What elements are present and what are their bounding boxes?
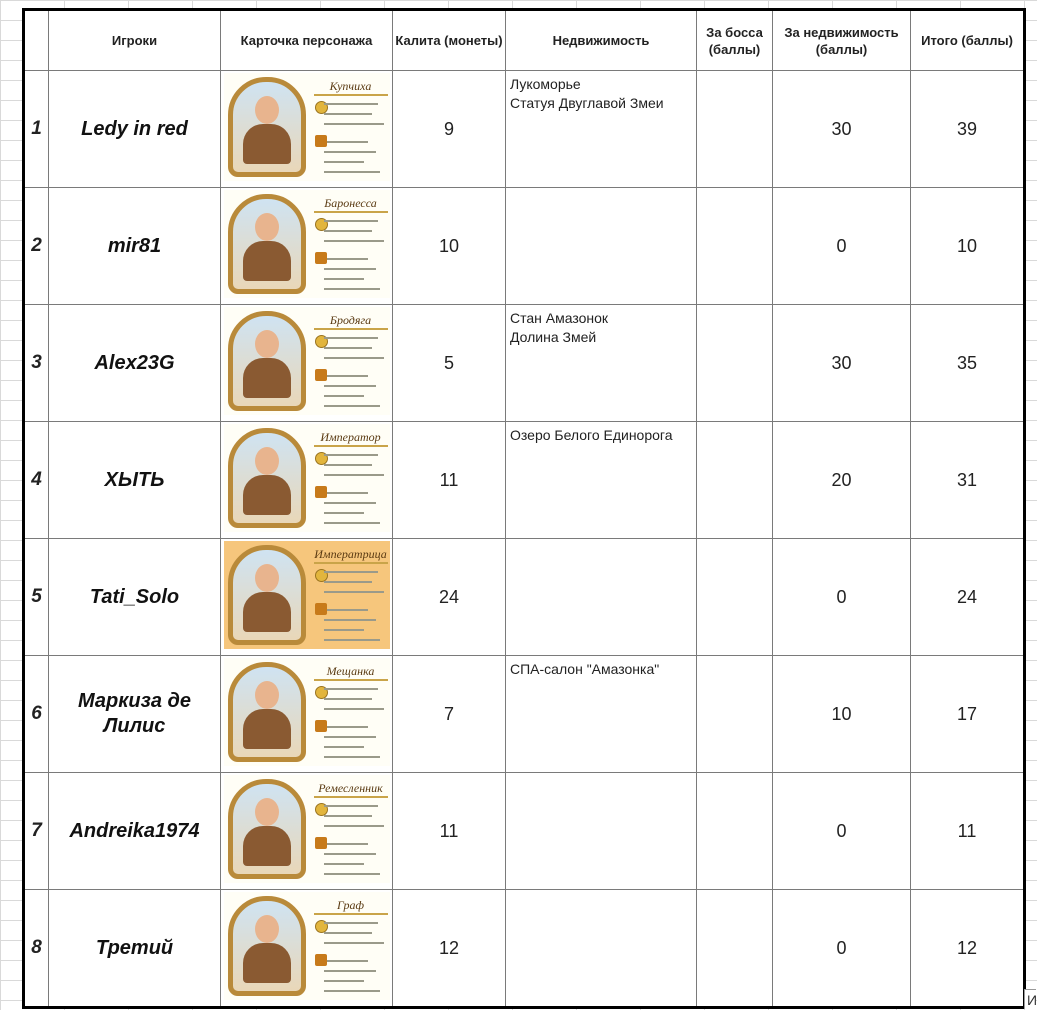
estate-points-cell[interactable]: 30 xyxy=(773,305,911,422)
boss-points-cell[interactable] xyxy=(697,656,773,773)
coins-cell[interactable]: 11 xyxy=(393,422,506,539)
dice-icon xyxy=(315,252,327,264)
estate-item: Статуя Двуглавой Змеи xyxy=(510,95,664,111)
coins-cell[interactable]: 7 xyxy=(393,656,506,773)
card-text-line xyxy=(324,258,368,260)
dice-icon xyxy=(315,720,327,732)
portrait-body xyxy=(243,826,291,866)
estate-points-cell[interactable]: 10 xyxy=(773,656,911,773)
total-cell[interactable]: 39 xyxy=(911,71,1025,188)
estate-cell[interactable] xyxy=(506,422,697,539)
row-number[interactable]: 2 xyxy=(24,188,49,305)
table-row xyxy=(24,71,1025,188)
card-text-line xyxy=(324,474,384,476)
row-number[interactable]: 5 xyxy=(24,539,49,656)
header-total[interactable]: Итого (баллы) xyxy=(911,10,1025,71)
cut-off-cell[interactable]: И xyxy=(1024,989,1036,1009)
portrait-face xyxy=(255,330,279,358)
character-card-image xyxy=(224,658,390,766)
card-text-line xyxy=(324,571,378,573)
estate-points-cell[interactable]: 20 xyxy=(773,422,911,539)
estate-item: Долина Змей xyxy=(510,329,597,345)
table-row xyxy=(24,422,1025,539)
player-name[interactable]: Alex23G xyxy=(49,305,221,422)
row-number[interactable]: 7 xyxy=(24,773,49,890)
portrait-body xyxy=(243,358,291,398)
portrait-face xyxy=(255,447,279,475)
header-num[interactable] xyxy=(24,10,49,71)
estate-item: Стан Амазонок xyxy=(510,310,609,326)
portrait-face xyxy=(255,96,279,124)
portrait-frame xyxy=(228,428,306,528)
card-text-line xyxy=(324,141,368,143)
portrait-body xyxy=(243,592,291,632)
card-title: Императрица xyxy=(314,547,388,564)
total-cell[interactable]: 31 xyxy=(911,422,1025,539)
card-text-line xyxy=(324,863,364,865)
card-text-line xyxy=(324,609,368,611)
character-card-cell[interactable] xyxy=(221,890,393,1008)
header-estate[interactable]: Недвижимость xyxy=(506,10,697,71)
total-cell[interactable]: 11 xyxy=(911,773,1025,890)
portrait-body xyxy=(243,124,291,164)
card-title: Граф xyxy=(314,898,388,915)
player-name[interactable]: ХЫТЬ xyxy=(49,422,221,539)
card-text-line xyxy=(324,171,380,173)
estate-item: Лукоморье xyxy=(510,76,581,92)
character-card-image xyxy=(224,892,390,1000)
card-text-line xyxy=(324,385,376,387)
portrait-frame xyxy=(228,545,306,645)
player-name[interactable]: Третий xyxy=(49,890,221,1008)
table-row xyxy=(24,773,1025,890)
card-text-line xyxy=(324,708,384,710)
card-text-line xyxy=(324,843,368,845)
estate-points-cell[interactable]: 0 xyxy=(773,188,911,305)
card-text-line xyxy=(324,805,378,807)
portrait-frame xyxy=(228,311,306,411)
estate-cell[interactable] xyxy=(506,656,697,773)
header-row xyxy=(24,10,1025,71)
player-name[interactable]: mir81 xyxy=(49,188,221,305)
card-text-line xyxy=(324,980,364,982)
estate-cell[interactable] xyxy=(506,890,697,1008)
card-text-line xyxy=(324,161,364,163)
portrait-face xyxy=(255,213,279,241)
character-card-image xyxy=(224,775,390,883)
boss-points-cell[interactable] xyxy=(697,422,773,539)
card-text-line xyxy=(324,240,384,242)
dice-icon xyxy=(315,603,327,615)
character-card-image xyxy=(224,541,390,649)
card-text-line xyxy=(324,970,376,972)
table-row xyxy=(24,188,1025,305)
card-text-line xyxy=(324,619,376,621)
boss-points-cell[interactable] xyxy=(697,890,773,1008)
row-number[interactable]: 4 xyxy=(24,422,49,539)
dice-icon xyxy=(315,954,327,966)
card-text-line xyxy=(324,113,372,115)
card-text-line xyxy=(324,220,378,222)
estate-item: СПА-салон "Амазонка" xyxy=(510,661,660,677)
estate-cell[interactable] xyxy=(506,773,697,890)
card-text-line xyxy=(324,512,364,514)
portrait-face xyxy=(255,798,279,826)
card-text-line xyxy=(324,395,364,397)
card-title: Баронесса xyxy=(314,196,388,213)
card-text-line xyxy=(324,502,376,504)
player-name[interactable]: Маркиза де Лилис xyxy=(49,656,221,773)
row-number[interactable]: 6 xyxy=(24,656,49,773)
total-cell[interactable]: 10 xyxy=(911,188,1025,305)
coins-cell[interactable]: 11 xyxy=(393,773,506,890)
card-title: Мещанка xyxy=(314,664,388,681)
boss-points-cell[interactable] xyxy=(697,188,773,305)
total-cell[interactable]: 12 xyxy=(911,890,1025,1008)
card-text-line xyxy=(324,123,384,125)
character-card-image xyxy=(224,307,390,415)
card-text-line xyxy=(324,347,372,349)
portrait-body xyxy=(243,943,291,983)
total-cell[interactable]: 24 xyxy=(911,539,1025,656)
card-text-line xyxy=(324,639,380,641)
table-row xyxy=(24,656,1025,773)
portrait-frame xyxy=(228,662,306,762)
card-text-line xyxy=(324,922,378,924)
header-players[interactable]: Игроки xyxy=(49,10,221,71)
boss-points-cell[interactable] xyxy=(697,539,773,656)
card-text-line xyxy=(324,726,368,728)
character-card-cell[interactable] xyxy=(221,422,393,539)
card-text-line xyxy=(324,454,378,456)
card-text-line xyxy=(324,756,380,758)
card-title: Император xyxy=(314,430,388,447)
character-card-image xyxy=(224,190,390,298)
header-coins[interactable]: Калита (монеты) xyxy=(393,10,506,71)
portrait-frame xyxy=(228,77,306,177)
dice-icon xyxy=(315,369,327,381)
boss-points-cell[interactable] xyxy=(697,773,773,890)
total-cell[interactable]: 17 xyxy=(911,656,1025,773)
card-text-line xyxy=(324,375,368,377)
card-text-line xyxy=(324,278,364,280)
score-table xyxy=(22,8,1026,1009)
card-text-line xyxy=(324,629,364,631)
coins-cell[interactable]: 9 xyxy=(393,71,506,188)
card-text-line xyxy=(324,268,376,270)
row-number[interactable]: 8 xyxy=(24,890,49,1008)
estate-cell[interactable] xyxy=(506,305,697,422)
portrait-face xyxy=(255,681,279,709)
estate-points-cell[interactable]: 0 xyxy=(773,890,911,1008)
card-text-line xyxy=(324,405,380,407)
portrait-frame xyxy=(228,779,306,879)
card-text-line xyxy=(324,230,372,232)
character-card-cell[interactable] xyxy=(221,539,393,656)
header-estate-points[interactable]: За недвижимость (баллы) xyxy=(773,10,911,71)
card-text-line xyxy=(324,103,378,105)
card-text-line xyxy=(324,873,380,875)
estate-cell[interactable] xyxy=(506,539,697,656)
boss-points-cell[interactable] xyxy=(697,305,773,422)
card-text-line xyxy=(324,464,372,466)
card-title: Купчиха xyxy=(314,79,388,96)
card-text-line xyxy=(324,825,384,827)
estate-points-cell[interactable]: 0 xyxy=(773,773,911,890)
coins-cell[interactable]: 12 xyxy=(393,890,506,1008)
card-text-line xyxy=(324,492,368,494)
card-text-line xyxy=(324,942,384,944)
card-text-line xyxy=(324,151,376,153)
card-text-line xyxy=(324,337,378,339)
player-name[interactable]: Andreika1974 xyxy=(49,773,221,890)
portrait-frame xyxy=(228,896,306,996)
card-text-line xyxy=(324,932,372,934)
boss-points-cell[interactable] xyxy=(697,71,773,188)
card-text-line xyxy=(324,960,368,962)
card-text-line xyxy=(324,522,380,524)
character-card-cell[interactable] xyxy=(221,773,393,890)
card-text-line xyxy=(324,688,378,690)
coins-cell[interactable]: 5 xyxy=(393,305,506,422)
portrait-face xyxy=(255,564,279,592)
table-row xyxy=(24,890,1025,1008)
coins-cell[interactable]: 10 xyxy=(393,188,506,305)
table-row xyxy=(24,539,1025,656)
coins-cell[interactable]: 24 xyxy=(393,539,506,656)
card-title: Ремесленник xyxy=(314,781,388,798)
card-text-line xyxy=(324,815,372,817)
total-cell[interactable]: 35 xyxy=(911,305,1025,422)
portrait-face xyxy=(255,915,279,943)
row-number[interactable]: 1 xyxy=(24,71,49,188)
estate-item: Озеро Белого Единорога xyxy=(510,427,673,443)
card-text-line xyxy=(324,698,372,700)
dice-icon xyxy=(315,486,327,498)
card-text-line xyxy=(324,736,376,738)
card-title: Бродяга xyxy=(314,313,388,330)
card-text-line xyxy=(324,591,384,593)
estate-points-cell[interactable]: 0 xyxy=(773,539,911,656)
character-card-cell[interactable] xyxy=(221,71,393,188)
card-text-line xyxy=(324,853,376,855)
dice-icon xyxy=(315,837,327,849)
estate-cell[interactable] xyxy=(506,188,697,305)
card-text-line xyxy=(324,990,380,992)
character-card-image xyxy=(224,424,390,532)
header-card[interactable]: Карточка персонажа xyxy=(221,10,393,71)
estate-points-cell[interactable]: 30 xyxy=(773,71,911,188)
portrait-body xyxy=(243,475,291,515)
character-card-cell[interactable] xyxy=(221,188,393,305)
dice-icon xyxy=(315,135,327,147)
card-text-line xyxy=(324,357,384,359)
card-text-line xyxy=(324,746,364,748)
card-text-line xyxy=(324,288,380,290)
character-card-cell[interactable] xyxy=(221,656,393,773)
character-card-image xyxy=(224,73,390,181)
header-boss[interactable]: За босса (баллы) xyxy=(697,10,773,71)
character-card-cell[interactable] xyxy=(221,305,393,422)
row-number[interactable]: 3 xyxy=(24,305,49,422)
portrait-body xyxy=(243,241,291,281)
table-row xyxy=(24,305,1025,422)
portrait-body xyxy=(243,709,291,749)
estate-cell[interactable] xyxy=(506,71,697,188)
card-text-line xyxy=(324,581,372,583)
player-name[interactable]: Ledy in red xyxy=(49,71,221,188)
player-name[interactable]: Tati_Solo xyxy=(49,539,221,656)
portrait-frame xyxy=(228,194,306,294)
